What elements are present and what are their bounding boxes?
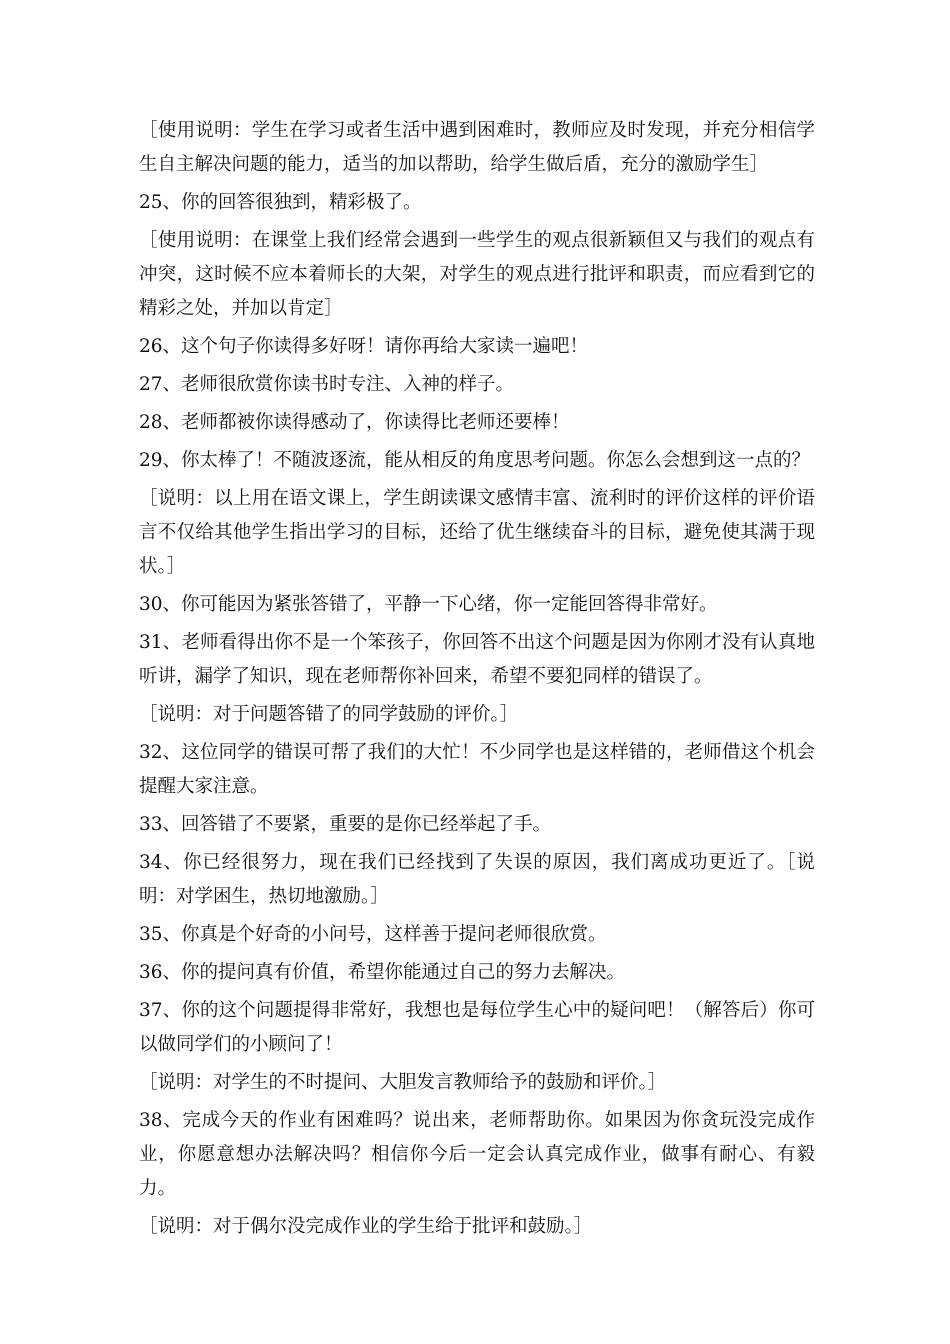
item-38-paragraph: 38、完成今天的作业有困难吗？说出来，老师帮助你。如果因为你贪玩没完成作业，你愿意想办法解决吗？相信你今后一定会认真完成作业，做事有耐心、有毅力。 [139, 1110, 815, 1199]
item-37-paragraph: 37、你的这个问题提得非常好，我想也是每位学生心中的疑问吧！（解答后）你可以做同学们的小顾问了！ [139, 1000, 815, 1055]
item-28-paragraph: 28、老师都被你读得感动了，你读得比老师还要棒！ [139, 412, 570, 433]
item-35-paragraph: 35、你真是个好奇的小问号，这样善于提问老师很欣赏。 [139, 924, 607, 945]
usage-note-paragraph: ［使用说明：在课堂上我们经常会遇到一些学生的观点很新颖但又与我们的观点有冲突，这时候不应本着师长的大架，对学生的观点进行批评和职责，而应看到它的精彩之处，并加以肯定］ [139, 230, 815, 319]
explanation-paragraph: ［说明：以上用在语文课上，学生朗读课文感情丰富、流利时的评价这样的评价语言不仅给其他学生指出学习的目标，还给了优生继续奋斗的目标，避免使其满于现状。］ [139, 488, 815, 577]
explanation-paragraph: ［说明：对于偶尔没完成作业的学生给于批评和鼓励。］ [139, 1216, 593, 1237]
item-36-paragraph: 36、你的提问真有价值，希望你能通过自己的努力去解决。 [139, 962, 626, 983]
item-33-paragraph: 33、回答错了不要紧，重要的是你已经举起了手。 [139, 814, 552, 835]
usage-note-paragraph: ［使用说明：学生在学习或者生活中遇到困难时，教师应及时发现，并充分相信学生自主解决问题的能力，适当的加以帮助，给学生做后盾，充分的激励学生］ [139, 120, 815, 175]
item-29-paragraph: 29、你太棒了！不随波逐流，能从相反的角度思考问题。你怎么会想到这一点的？ [139, 450, 811, 471]
item-25-paragraph: 25、你的回答很独到，精彩极了。 [139, 192, 422, 213]
item-34-paragraph: 34、你已经很努力，现在我们已经找到了失误的原因，我们离成功更近了。［说明：对学困生，热切地激励。］ [139, 852, 815, 907]
document-body [139, 114, 815, 1248]
explanation-paragraph: ［说明：对于问题答错了的同学鼓励的评价。］ [139, 704, 519, 725]
item-26-paragraph: 26、这个句子你读得多好呀！请你再给大家读一遍吧！ [139, 336, 589, 357]
item-32-paragraph: 32、这位同学的错误可帮了我们的大忙！不少同学也是这样错的，老师借这个机会提醒大家注意。 [139, 742, 815, 797]
item-30-paragraph: 30、你可能因为紧张答错了，平静一下心绪，你一定能回答得非常好。 [139, 594, 718, 615]
explanation-paragraph: ［说明：对学生的不时提问、大胆发言教师给予的鼓励和评价。］ [139, 1072, 667, 1093]
item-27-paragraph: 27、老师很欣赏你读书时专注、入神的样子。 [139, 374, 515, 395]
item-31-paragraph: 31、老师看得出你不是一个笨孩子，你回答不出这个问题是因为你刚才没有认真地听讲，漏学了知识，现在老师帮你补回来，希望不要犯同样的错误了。 [139, 632, 815, 687]
